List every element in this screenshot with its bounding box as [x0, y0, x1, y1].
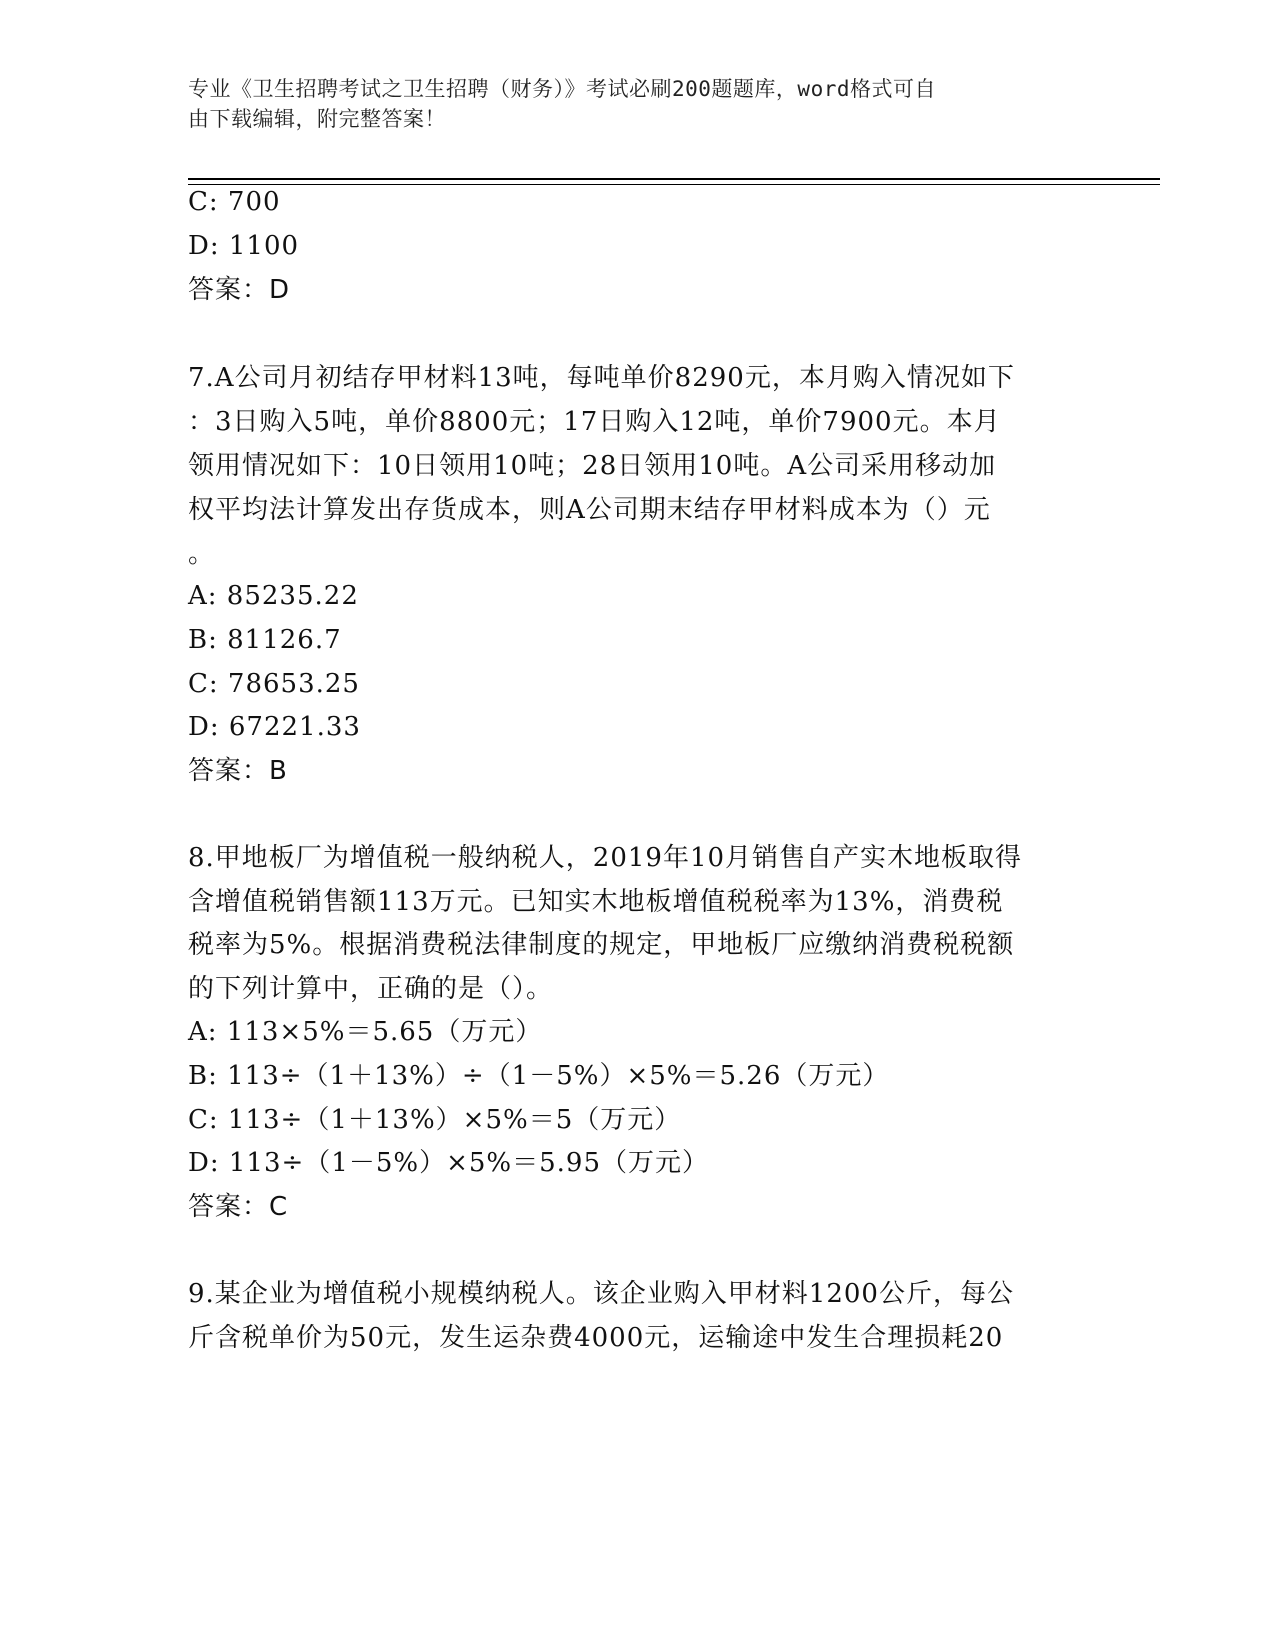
q7-text-line: 。 — [188, 539, 216, 569]
q8-option-a: A: 113×5%＝5.65（万元） — [188, 1017, 543, 1047]
q7-text-line: ：3日购入5吨，单价8800元；17日购入12吨，单价7900元。本月 — [188, 407, 1001, 437]
header-rule-thick — [188, 178, 1160, 180]
q8-text-line: 8.甲地板厂为增值税一般纳税人，2019年10月销售自产实木地板取得 — [188, 843, 1023, 873]
q8-text-line: 税率为5%。根据消费税法律制度的规定，甲地板厂应缴纳消费税税额 — [188, 930, 1015, 960]
q8-option-d: D: 113÷（1－5%）×5%＝5.95（万元） — [188, 1148, 709, 1178]
q8-text-line: 含增值税销售额113万元。已知实木地板增值税税率为13%，消费税 — [188, 887, 1004, 917]
q8-text-line: 的下列计算中，正确的是（）。 — [188, 974, 554, 1004]
q7-option-b: B: 81126.7 — [188, 625, 342, 655]
q6-answer: 答案：D — [188, 275, 291, 305]
q8-option-c: C: 113÷（1＋13%）×5%＝5（万元） — [188, 1105, 682, 1135]
q6-option-d: D: 1100 — [188, 231, 300, 261]
q9-text-line: 9.某企业为增值税小规模纳税人。该企业购入甲材料1200公斤，每公 — [188, 1279, 1014, 1309]
page-header — [188, 74, 1068, 134]
header-rule-thin — [188, 184, 1160, 185]
q8-answer: 答案：C — [188, 1192, 289, 1222]
q7-text-line: 7.A公司月初结存甲材料13吨，每吨单价8290元，本月购入情况如下 — [188, 363, 1015, 393]
q7-option-c: C: 78653.25 — [188, 669, 360, 699]
q6-option-c: C: 700 — [188, 187, 281, 217]
q8-option-b: B: 113÷（1＋13%）÷（1－5%）×5%＝5.26（万元） — [188, 1061, 890, 1091]
q7-answer: 答案：B — [188, 756, 288, 786]
q7-text-line: 权平均法计算发出存货成本，则A公司期末结存甲材料成本为（）元 — [188, 495, 991, 525]
header-line-1: 专业《卫生招聘考试之卫生招聘（财务）》考试必刷200题题库，word格式可自 — [188, 77, 936, 101]
q9-text-line: 斤含税单价为50元，发生运杂费4000元，运输途中发生合理损耗20 — [188, 1323, 1004, 1353]
header-line-2: 由下载编辑，附完整答案！ — [188, 107, 446, 131]
q7-option-a: A: 85235.22 — [188, 581, 359, 611]
q7-option-d: D: 67221.33 — [188, 712, 361, 742]
q7-text-line: 领用情况如下：10日领用10吨；28日领用10吨。A公司采用移动加 — [188, 451, 997, 481]
